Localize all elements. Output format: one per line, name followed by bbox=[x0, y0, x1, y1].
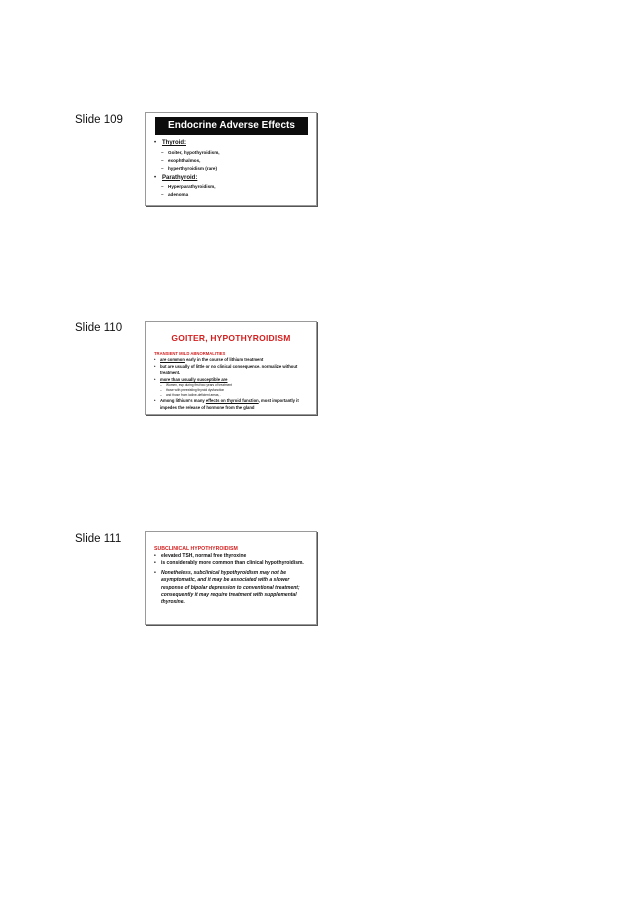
dash-item: – Women, esp during first two years of treatment bbox=[154, 383, 310, 388]
bullet-parathyroid: • Parathyroid: bbox=[154, 174, 312, 184]
slide-label-110: Slide 110 bbox=[75, 322, 123, 334]
bullet: • Among lithium's many effects on thyroid function, most importantly it impedes the release of hormone from the gland bbox=[154, 398, 310, 411]
sub-item: – Hyperparathyroidism, bbox=[154, 183, 312, 191]
slide-body bbox=[154, 350, 310, 411]
bullet: • is considerably more common than clinical hypothyroidism. bbox=[154, 560, 310, 567]
slide-title: GOITER, HYPOTHYROIDISM bbox=[171, 333, 291, 343]
slide-111-thumbnail bbox=[145, 531, 317, 625]
bullet: • Nonetheless, subclinical hypothyroidism may not be asymptomatic, and it may be associated with a slower response of bipolar depression to conventional treatment; consequently it may require treatment with supplemental thyroxine. bbox=[154, 570, 310, 607]
slide-label-111: Slide 111 bbox=[75, 533, 122, 545]
slide-body bbox=[154, 545, 310, 607]
sub-item: – Goiter, hypothyroidism, bbox=[154, 149, 312, 157]
slide-title: Endocrine Adverse Effects bbox=[155, 117, 308, 135]
dash-item: – and those from iodine-deficient areas, . bbox=[154, 393, 310, 398]
bullet: • but are usually of little or no clinical consequence. normalize without treatment. bbox=[154, 364, 310, 377]
sub-item: – hyperthyroidism (rare) bbox=[154, 165, 312, 173]
slide-label-109: Slide 109 bbox=[75, 114, 123, 126]
slide-subheading: TRANSIENT MILD ABNORMALITIES bbox=[154, 351, 226, 356]
sub-item: – adenoma bbox=[154, 191, 312, 199]
bullet: • more than usually susceptible are bbox=[154, 377, 310, 384]
slide-body bbox=[154, 139, 312, 199]
bullet: • elevated TSH, normal free thyroxine bbox=[154, 553, 310, 560]
slide-subheading: SUBCLINICAL HYPOTHYROIDISM bbox=[154, 546, 238, 552]
dash-item: – those with preexisting thyroid dysfunction bbox=[154, 388, 310, 393]
slide-110-thumbnail bbox=[145, 321, 317, 415]
slide-109-thumbnail bbox=[145, 112, 317, 206]
sub-item: – exophthalmos, bbox=[154, 157, 312, 165]
bullet-thyroid: • Thyroid: bbox=[154, 139, 312, 149]
bullet: • are common early in the course of lithium treatment bbox=[154, 357, 310, 364]
